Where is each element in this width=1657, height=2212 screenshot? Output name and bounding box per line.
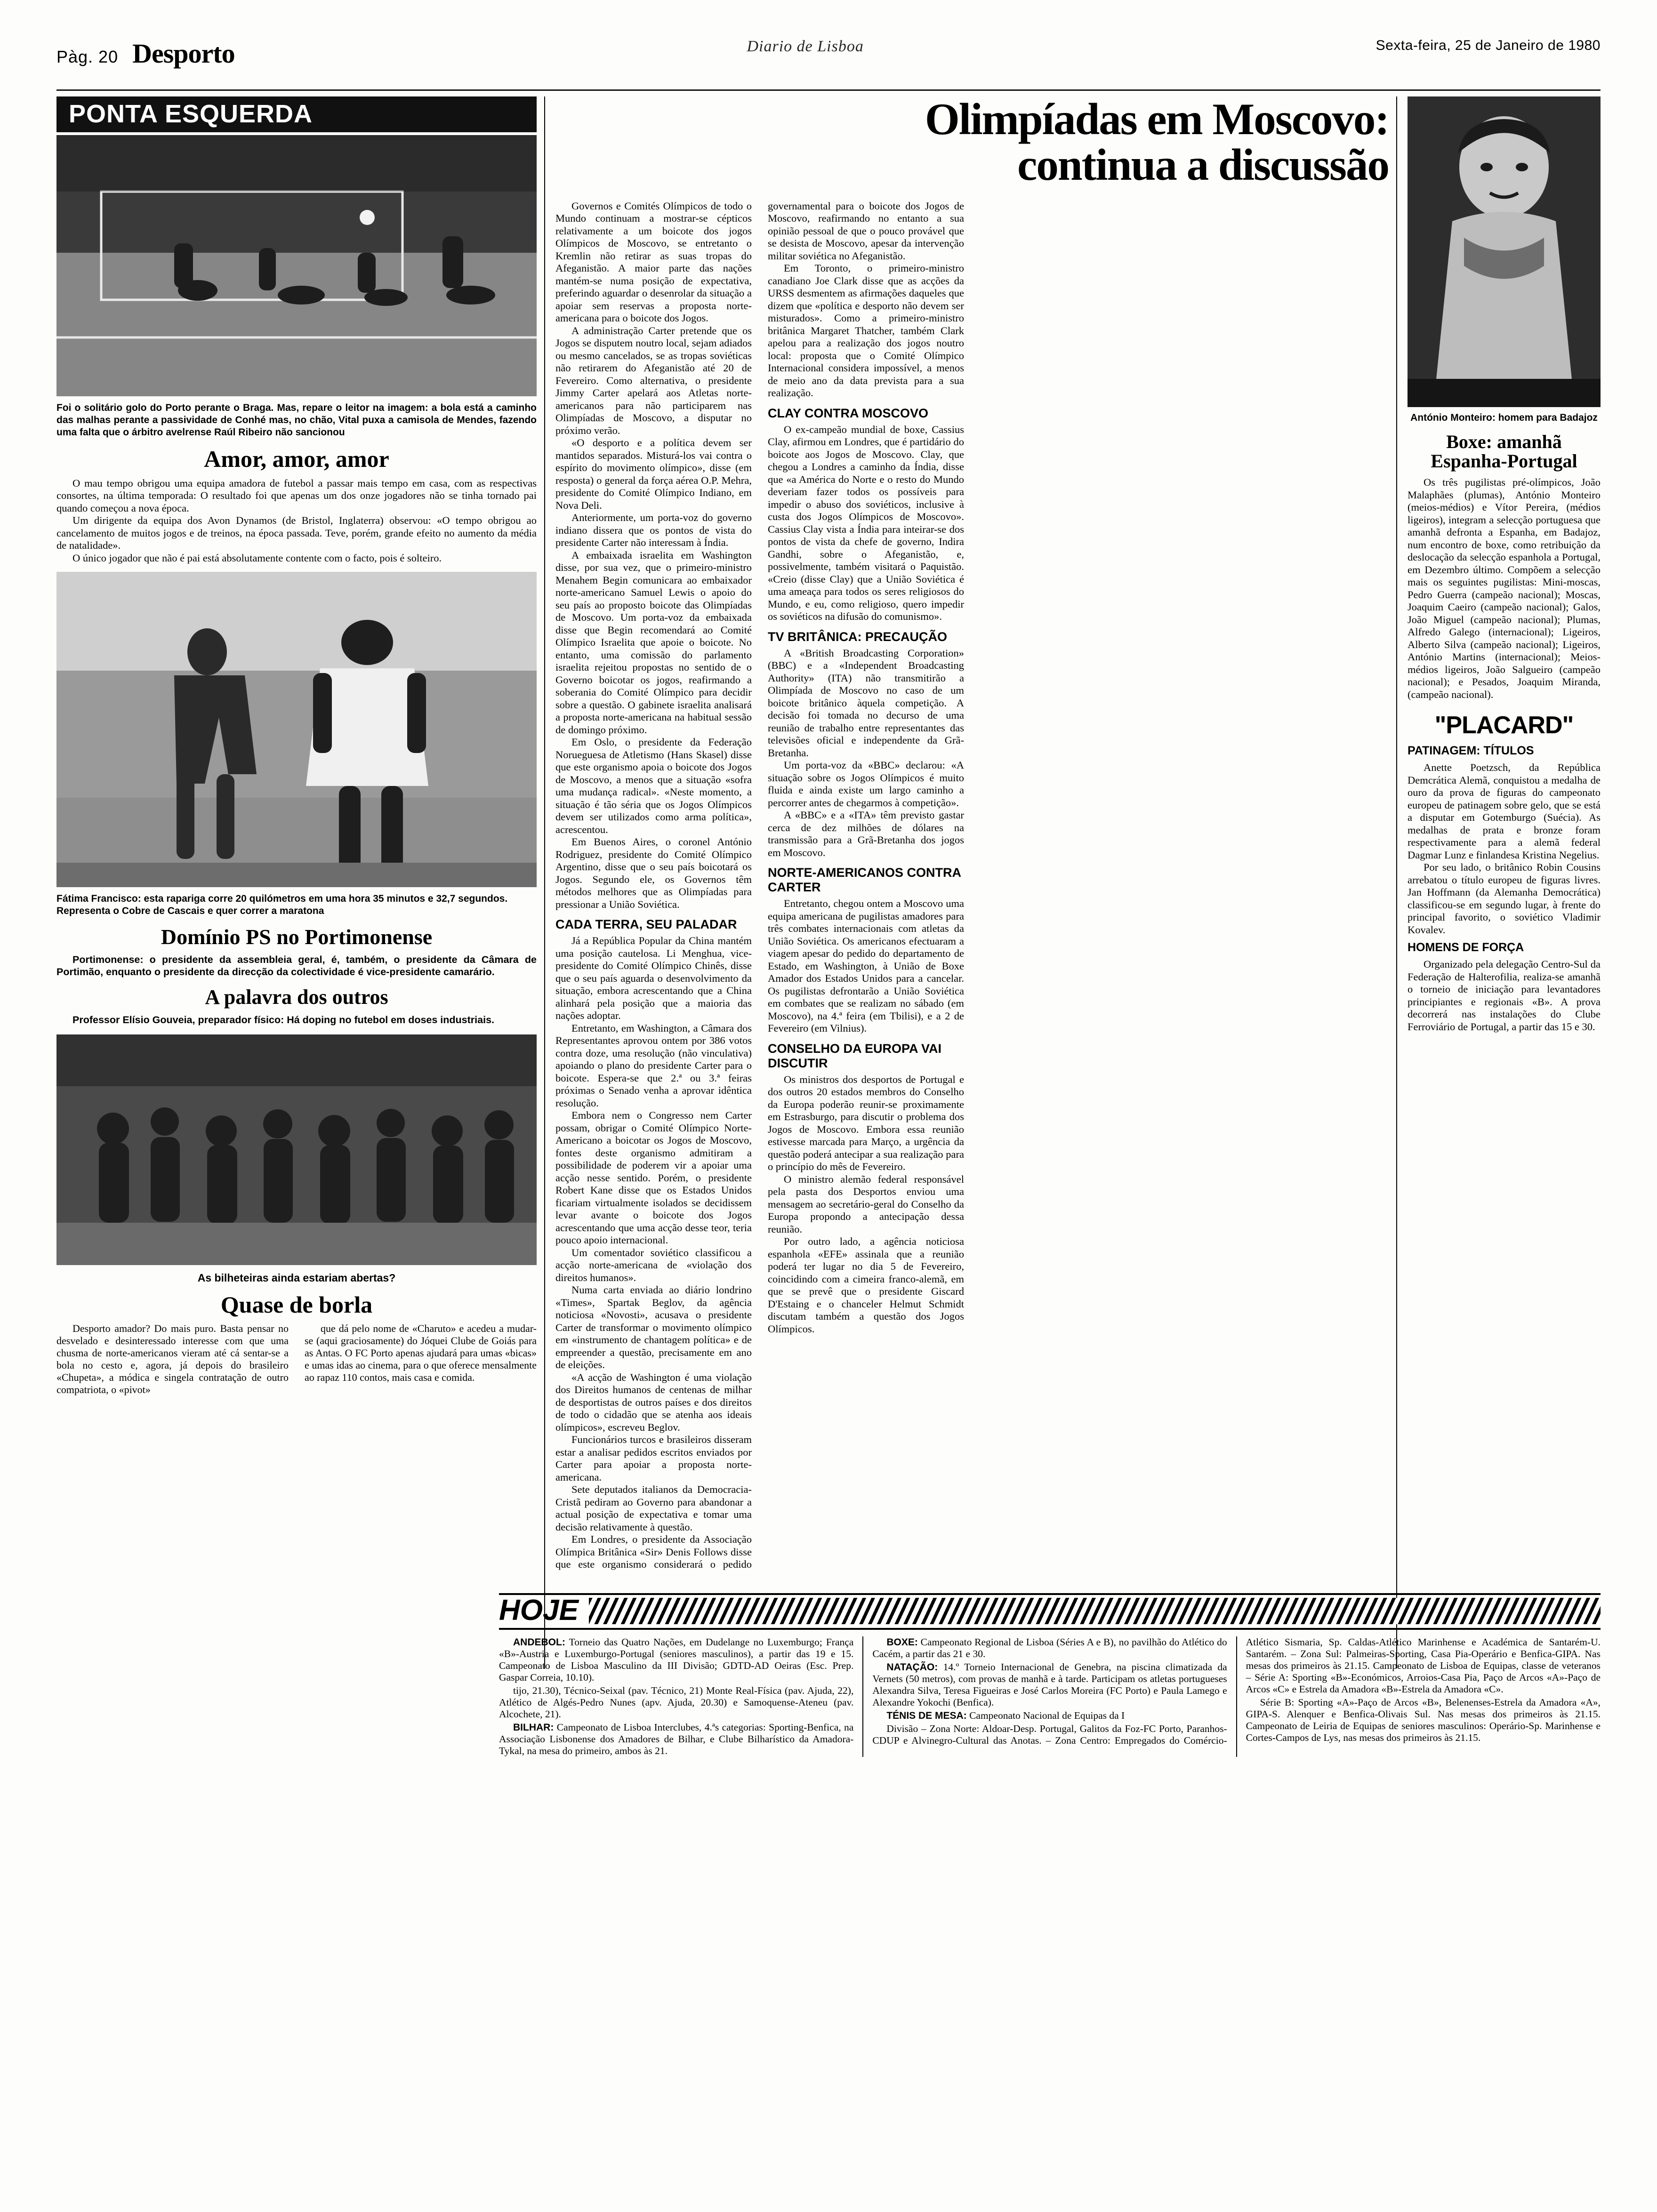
article-paragraph: «A acção de Washington é uma violação dos Direitos humanos de centenas de milhar de desportistas de outros países e dos direitos de todo o cidadão que se atenha aos ideais olímpicos», escreveu Beglov. — [555, 1371, 752, 1433]
hoje-title: HOJE — [499, 1594, 579, 1627]
article-paragraph: O ministro alemão federal responsável pela pasta dos Desportos enviou uma mensagem ao secretário-geral do Conselho da Europa propondo a antecipação dessa reunião. — [768, 1173, 964, 1235]
patinagem-paragraph-2: Por seu lado, o britânico Robin Cousins arrebatou o título europeu de figuras livres. Jan Hoffmann (da Alemanha Democrática) classificou-se em segundo lugar, à frente do principal favorito, o soviético Vladimir Kovalev. — [1408, 861, 1601, 936]
issue-date: Sexta-feira, 25 de Janeiro de 1980 — [1375, 38, 1601, 53]
photo-futebol-caption: Foi o solitário golo do Porto perante o Braga. Mas, repare o leitor na imagem: a bola está a caminho das malhas perante a passividade de Conhé mas, no chão, Vital puxa a camisola de Mendes, fazendo uma falta que o árbitro avelrense Raúl Ribeiro não sancionou — [56, 402, 537, 438]
article-paragraph: Funcionários turcos e brasileiros disseram estar a analisar pedidos escritos enviados por Carter para apoiar a proposta norte-americana. — [555, 1434, 752, 1483]
page-number: Pàg. 20 — [56, 47, 119, 66]
amor-paragraph-2: Um dirigente da equipa dos Avon Dynamos (de Bristol, Inglaterra) observou: «O tempo obrigou ao cancelamento de muitos jogos e de treinos, na época passada. Teve, porém, grande efeito no aumento da média de natalidade». — [56, 514, 537, 551]
article-paragraph: Um comentador soviético classificou a acção norte-americana de «violação dos direitos humanos». — [555, 1246, 752, 1283]
photo-fatima-caption: Fátima Francisco: esta rapariga corre 20 quilómetros em uma hora 35 minutos e 32,7 segundos. Representa o Cobre de Cascais e quer correr a maratona — [56, 893, 508, 916]
photo-fatima-francisco — [56, 572, 537, 887]
kicker-tv-britanica: TV BRITÂNICA: PRECAUÇÃO — [768, 629, 947, 644]
main-article-columns — [555, 200, 1389, 1579]
column-divider-2 — [1396, 96, 1397, 1668]
photo-futebol-porto-braga — [56, 135, 537, 396]
amor-paragraph-3: O único jogador que não é pai está absolutamente contente com o facto, pois é solteiro. — [72, 552, 442, 564]
article-paragraph: A «British Broadcasting Corporation» (BBC) e a «Independent Broadcasting Authority» (ITA) não transmitirão a Olimpíada de Moscovo no caso de um boicote britânico àquela competição. A decisão foi tomada no decurso de uma reunião de trabalho entre representantes das televisões oficial e independente da Grã-Bretanha. — [768, 647, 964, 759]
article-paragraph: Em Buenos Aires, o coronel António Rodriguez, presidente do Comité Olímpico Argentino, disse que o seu país boicotará os Jogos. Segundo ele, os Governos têm métodos melhores que as Olimpíadas para pressionar a União Soviética. — [555, 836, 752, 910]
article-paragraph: Sete deputados italianos da Democracia-Cristã pediram ao Governo para abandonar a actual posição de expectativa e tomar uma decisão relativamente à questão. — [555, 1483, 752, 1533]
article-paragraph: Entretanto, em Washington, a Câmara dos Representantes aprovou ontem por 386 votos contra doze, uma resolução (não vinculativa) apoiando o plano do presidente Carter para o boicote. Espera-se que 2.ª ou 3.ª feiras próximas o Senado venha a aprovar idêntica resolução. — [555, 1022, 752, 1109]
article-paragraph: Anteriormente, um porta-voz do governo indiano dissera que os pontos de vista do presidente Carter não interessam à Índia. — [555, 512, 752, 549]
hoje-entry: Série B: Sporting «A»-Paço de Arcos «B», Belenenses-Estrela da Amadora «A», GIPA-S. Alenquer e Benfica-Olivais Sul. Nas mesas dos primeiros às 21.15. Campeonato de Leiria de Equipas de seniores masculinos: Operário-Sp. Marinhense e Cortes-Campos de Lys, nas mesas dos primeiros às 21.15. — [1246, 1697, 1601, 1743]
ponta-esquerda-banner: PONTA ESQUERDA — [56, 96, 537, 132]
main-headline — [555, 96, 1389, 188]
kicker-cada-terra: CADA TERRA, SEU PALADAR — [555, 917, 737, 932]
hoje-header — [499, 1593, 1601, 1630]
hoje-hatch-decoration — [589, 1598, 1601, 1624]
page-body — [56, 96, 1601, 2167]
article-paragraph: Um porta-voz da «BBC» declarou: «A situação sobre os Jogos Olímpicos é muito fluida e ainda existe um largo caminho a percorrer antes de chegarmos à competição». — [768, 759, 964, 809]
quase-body — [56, 1322, 537, 1396]
quase-paragraph-2: que dá pelo nome de «Charuto» e acedeu a mudar-se (aqui graciosamente) do Jóquei Clube de Goiás para as Antas. O FC Porto apenas ajudará para umas «bicas» e umas idas ao cinema, para o que oferece mensalmente ao rapaz 110 contos, mais casa e comida. — [305, 1322, 537, 1384]
main-headline-line1: Olimpíadas em Moscovo: — [925, 94, 1389, 144]
article-paragraph: A «BBC» e a «ITA» têm previsto gastar cerca de dez milhões de dólares na transmissão para a Grã-Bretanha dos jogos em Moscovo. — [768, 809, 964, 858]
kicker-norte-americanos: NORTE-AMERICANOS CONTRA CARTER — [768, 866, 961, 895]
article-paragraph: Em Londres, o presidente da Associação Olímpica Britânica «Sir» Denis Follows disse que este organismo considerará o pedido governamental para o boicote dos Jogos de Moscovo, reafirmando no entanto a sua opinião pessoal de que o pouco provável que se desista de Moscovo, apesar da intervenção militar soviética no Afeganistão. — [555, 200, 964, 1571]
hoje-section — [499, 1593, 1601, 1757]
amor-paragraph-1: O mau tempo obrigou uma equipa amadora de futebol a passar mais tempo em casa, com as respectivas consortes, na última temporada: O resultado foi que apenas um dos onze jogadores não se tinha tornado pai quando começou a nova época. — [56, 477, 537, 514]
article-paragraph: Embora nem o Congresso nem Carter possam, obrigar o Comité Olímpico Norte-Americano a boicotar os Jogos de Moscovo, fontes deste organismo admitiram a possibilidade de poderem vir a apoiar uma acção nesse sentido. Porém, o presidente Robert Kane disse que os Estados Unidos ficariam virtualmente isolados se decidissem levar avante o boicote dos Jogos acrescentando que uma acção desse teor, teria pouco apoio internacional. — [555, 1109, 752, 1246]
hoje-entry: ANDEBOL: Torneio das Quatro Nações, em Dudelange no Luxemburgo; França «B»-Austria e Luxemburgo-Portugal (seniores masculinos), a partir das 19 e 15. Campeonato de Lisboa Masculino da III Divisão; GDTD-AD Oeiras (Esc. Prep. Gaspar Correia, 10.10). — [499, 1636, 854, 1683]
photo-monteiro-caption: António Monteiro: homem para Badajoz — [1410, 412, 1598, 423]
article-paragraph: «O desporto e a política devem ser mantidos separados. Misturá-los vai contra o espírito do movimento olímpico», disse (em resposta) o general da força aérea O.P. Mehra, presidente do Comité Olímpico Indiano, em Nova Deli. — [555, 437, 752, 511]
homens-paragraph: Organizado pela delegação Centro-Sul da Federação de Halterofilia, realiza-se amanhã o torneio de iniciação para levantadores principiantes e regionais «B». A prova decorrerá nas instalações do Clube Ferroviário de Portugal, a partir das 15 e 30. — [1408, 958, 1601, 1033]
headline-boxe: Boxe: amanhã Espanha-Portugal — [1431, 431, 1577, 472]
hoje-entry: BILHAR: Campeonato de Lisboa Interclubes, 4.ªs categorias: Sporting-Benfica, na Associação Lisbonense dos Amadores de Bilhar, e Clube Bilharístico da Amadora-Tykal, na mesa do primeiro, ambos às 21. — [499, 1722, 854, 1756]
subhead-homens-de-forca: HOMENS DE FORÇA — [1408, 941, 1524, 954]
hoje-entry: TÉNIS DE MESA: Campeonato Nacional de Equipas da I — [886, 1710, 1125, 1721]
quase-paragraph-1: Desporto amador? Do mais puro. Basta pensar no desvelado e desinteressado interesse com que uma chusma de norte-americanos vieram até cá sentar-se a bola no cesto e, agora, já depois do brasileiro «Chupeta», a módica e singela contratação de outro compatriota, o «pivot» — [56, 1322, 289, 1396]
hoje-entry: NATAÇÃO: 14.º Torneio Internacional de Genebra, na piscina climatizada da Vernets (50 metros), com provas de manhã e à tarde. Participam os atletas portugueses Alexandra Silva, Teresa Figueiras e José Carlos Moreira (FC Porto) e Paula Lamego e Alexandre Yokochi (Benfica). — [872, 1661, 1227, 1708]
hoje-entry: tijo, 21.30), Técnico-Seixal (pav. Técnico, 21) Monte Real-Física (pav. Ajuda, 22), Atlético de Algés-Pedro Nunes (apv. Ajuda, 20.30) e Samoquense-Ateneu (pav. Alcochete, 21). — [499, 1685, 854, 1720]
article-paragraph: Por outro lado, a agência noticiosa espanhola «EFE» assinala que a reunião poderá ter lugar no dia 5 de Fevereiro, coincidindo com a cimeira franco-alemã, em que se prevê que o presidente Giscard D'Estaing e o chanceler Helmut Schmidt discutam também a questão dos Jogos Olímpicos. — [768, 1235, 964, 1335]
kicker-clay: CLAY CONTRA MOSCOVO — [768, 406, 929, 420]
masthead — [56, 38, 1601, 85]
right-column — [1408, 96, 1601, 1033]
headline-amor: Amor, amor, amor — [204, 446, 389, 472]
photo-bilheteiras — [56, 1034, 537, 1265]
subhead-patinagem: PATINAGEM: TÍTULOS — [1408, 744, 1534, 758]
article-paragraph: A administração Carter pretende que os Jogos se disputem noutro local, sejam adiados ou mesmo cancelados, se as tropas soviéticas não retirarem do Afeganistão até 20 de Fevereiro. Como alternativa, o presidente Jimmy Carter apelará aos Atletas norte-americanos para não participarem nas Olimpíadas de Moscovo, a disputar no próximo verão. — [555, 324, 752, 436]
newspaper-name: Diario de Lisboa — [747, 38, 864, 55]
hoje-entry: Divisão – Zona Norte: Aldoar-Desp. Portugal, Galitos da Foz-FC Porto, Paranhos-CDUP e Alvinegro-Cultural das Anotas. – Zona Centro: Empregados do Comércio-Atlético Sismaria, Sp. Caldas-Atlético Marinhense e Académica de Santarém-U. Santarém. – Zona Sul: Palmeiras-Sporting, Casa Pia-Operário e Benfica-GIPA. Nas mesas dos primeiros às 21.15. Campeonato de Lisboa de Equipas, classe de veteranos – Série A: Sporting «B»-Económicos, Arroios-Casa Pia, Paço de Arcos «A»-Paço de Arcos «C» e Estrela da Amadora «B»-Estrela da Amadora «C». — [872, 1636, 1601, 1746]
main-article — [555, 96, 1389, 1579]
article-paragraph: O ex-campeão mundial de boxe, Cassius Clay, afirmou em Londres, que é partidário do boicote aos Jogos de Moscovo. Clay, que chegou a Londres a caminho da Índia, disse que «a América do Norte e o resto do Mundo deveriam fazer todos os possíveis para impedir o abuso dos soviéticos, inclusive à custa dos Jogos Olímpicos de Moscovo». Cassius Clay vista a Índia para inteirar-se dos pontos de vista da chefe de governo, Indira Gandhi, sobre o Afeganistão, e, possivelmente, também visitará o Paquistão. «Creio (disse Clay) que a União Soviética é uma ameaça para todos os seres religiosos do Mundo, e eu, como religioso, quero impedir os soviéticos na difusão do comunismo». — [768, 423, 964, 623]
headline-palavra-dos-outros: A palavra dos outros — [205, 986, 388, 1009]
boxe-paragraph: Os três pugilistas pré-olímpicos, João Malaphães (plumas), António Monteiro (meios-médios) e Vítor Pereira, (médios ligeiros), integram a selecção portuguesa que amanhã defronta a Espanha, em Badajoz, num encontro de boxe, como retribuição da deslocação da selecção espanhola a Portugal, em Dezembro último. Compõem a selecção mais os seguintes pugilistas: Mini-moscas, Pedro Guerra (campeão nacional); Moscas, Joaquim Caeiro (campeão nacional); Galos, João Miguel (campeão nacional); Plumas, Alfredo Galego (internacional); Ligeiros, Alberto Silva (campeão nacional); Ligeiros, António Martins (internacional); Meios-médios ligeiros, João Salgueiro (campeão nacional); e Pesados, Joaquim Miranda, (campeão nacional). — [1408, 476, 1601, 700]
article-paragraph: Numa carta enviada ao diário londrino «Times», Spartak Beglov, da agência noticiosa «Novosti», acusava o presidente Carter de transformar o movimento olímpico em «instrumento de chantagem política» e de empreender a questão, precisamente em ano de eleições. — [555, 1284, 752, 1371]
article-paragraph: Os ministros dos desportos de Portugal e dos outros 20 estados membros do Conselho da Europa poderão reunir-se proximamente em Estrasburgo, para discutir o problema dos Jogos de Moscovo. Embora essa reunião estivesse marcada para Março, a urgência da questão poderá antecipar a sua realização para o princípio do mês de Fevereiro. — [768, 1073, 964, 1173]
photo-bilheteiras-caption: As bilheteiras ainda estariam abertas? — [197, 1271, 396, 1284]
column-divider-1 — [544, 96, 545, 1668]
photo-antonio-monteiro — [1408, 96, 1601, 407]
placard-title: "PLACARD" — [1434, 712, 1574, 739]
masthead-rule — [56, 89, 1601, 91]
headline-quase-de-borla: Quase de borla — [220, 1291, 373, 1318]
palavra-paragraph: Professor Elísio Gouveia, preparador físico: Há doping no futebol em doses industriais. — [72, 1014, 494, 1026]
article-paragraph: Entretanto, chegou ontem a Moscovo uma equipa americana de pugilistas amadores para três combates internacionais com atletas da União Soviética. Os americanos efectuaram a viagem apesar do pedido do departamento de Estado, em Washington, à União de Boxe Amador dos Estados Unidos para a cancelar. Os pugilistas defrontarão a União Soviética em combates que se realizam no sábado (em Moscovo), na 4.ª feira (em Tbilisi), e a 2 de Fevereiro (em Vilnius). — [768, 898, 964, 1034]
article-paragraph: Governos e Comités Olímpicos de todo o Mundo continuam a mostrar-se cépticos relativamente a um boicote dos jogos Olímpicos de Moscovo, se entretanto o Kremlin não retirar as suas tropas do Afeganistão. A maior parte das nações mantém-se numa posição de expectativa, preferindo aguardar o desenrolar da situação a apoiar sem reservas a proposta norte-americana para o boicote dos Jogos. — [555, 200, 752, 324]
headline-dominio-ps: Domínio PS no Portimonense — [161, 925, 433, 949]
left-column — [56, 96, 537, 1396]
kicker-conselho-europa: CONSELHO DA EUROPA VAI DISCUTIR — [768, 1041, 942, 1070]
hoje-columns — [499, 1636, 1601, 1757]
article-paragraph: A embaixada israelita em Washington disse, por sua vez, que o primeiro-ministro Menahem Begin comunicara ao embaixador norte-americano Samuel Lewis o apoio do seu país ao proposto boicote das Olimpíadas de Moscovo. Um porta-voz da embaixada disse que Begin recomendará ao Comité Olímpico Israelita que apoie o boicote. No entanto, uma comissão do parlamento israelita rejeitou propostas no sentido de o Governo boicotar os jogos, reafirmando a soberania do Comité Olímpico para decidir sobre a questão. O gabinete israelita analisará a proposta norte-americana na habitual sessão de domingo próximo. — [555, 549, 752, 736]
hoje-entry: BOXE: Campeonato Regional de Lisboa (Séries A e B), no pavilhão do Atlético do Cacém, a partir das 21 e 30. — [872, 1636, 1227, 1659]
section-title: Desporto — [132, 38, 235, 69]
article-paragraph: Em Toronto, o primeiro-ministro canadiano Joe Clark disse que as acções da URSS desmentem as afirmações daqueles que dizem que «política e desporto não devem ser misturados». Como a primeiro-ministro britânica Margaret Thatcher, também Clark apelou para a realização dos jogos noutro local: proposta que o Comité Olímpico Internacional considera impossível, a menos de meio ano da data prevista para a sua realização. — [768, 262, 964, 399]
article-paragraph: Já a República Popular da China mantém uma posição cautelosa. Li Menghua, vice-presidente do Comité Olímpico Chinês, disse que o seu país aguarda o desenvolvimento da situação, embora acrescentando que a China alinhará pela posição que a maioria das nações adoptar. — [555, 935, 752, 1022]
masthead-left — [56, 38, 235, 69]
patinagem-paragraph-1: Anette Poetzsch, da República Demcrática Alemã, conquistou a medalha de ouro da prova de figuras do campeonato europeu de patinagem sobre gelo, que se está a disputar em Gotemburgo (Suécia). As medalhas de prata e bronze foram respectivamente para a alemã federal Dagmar Lunz e finlandesa Kristina Negelius. — [1408, 761, 1601, 861]
dominio-paragraph: Portimonense: o presidente da assembleia geral, é, também, o presidente da Câmara de Portimão, enquanto o presidente da direcção da colectividade é vice-presidente camarário. — [56, 954, 537, 978]
main-headline-line2: continua a discussão — [1017, 139, 1389, 190]
article-paragraph: Em Oslo, o presidente da Federação Norueguesa de Atletismo (Hans Skasel) disse que este organismo apoia o boicote dos Jogos de Moscovo, a menos que a situação «sofra uma mudança radical». «Neste momento, a situação é tão séria que os Jogos Olímpicos devem ser utilizados como arma política», acrescentou. — [555, 736, 752, 835]
